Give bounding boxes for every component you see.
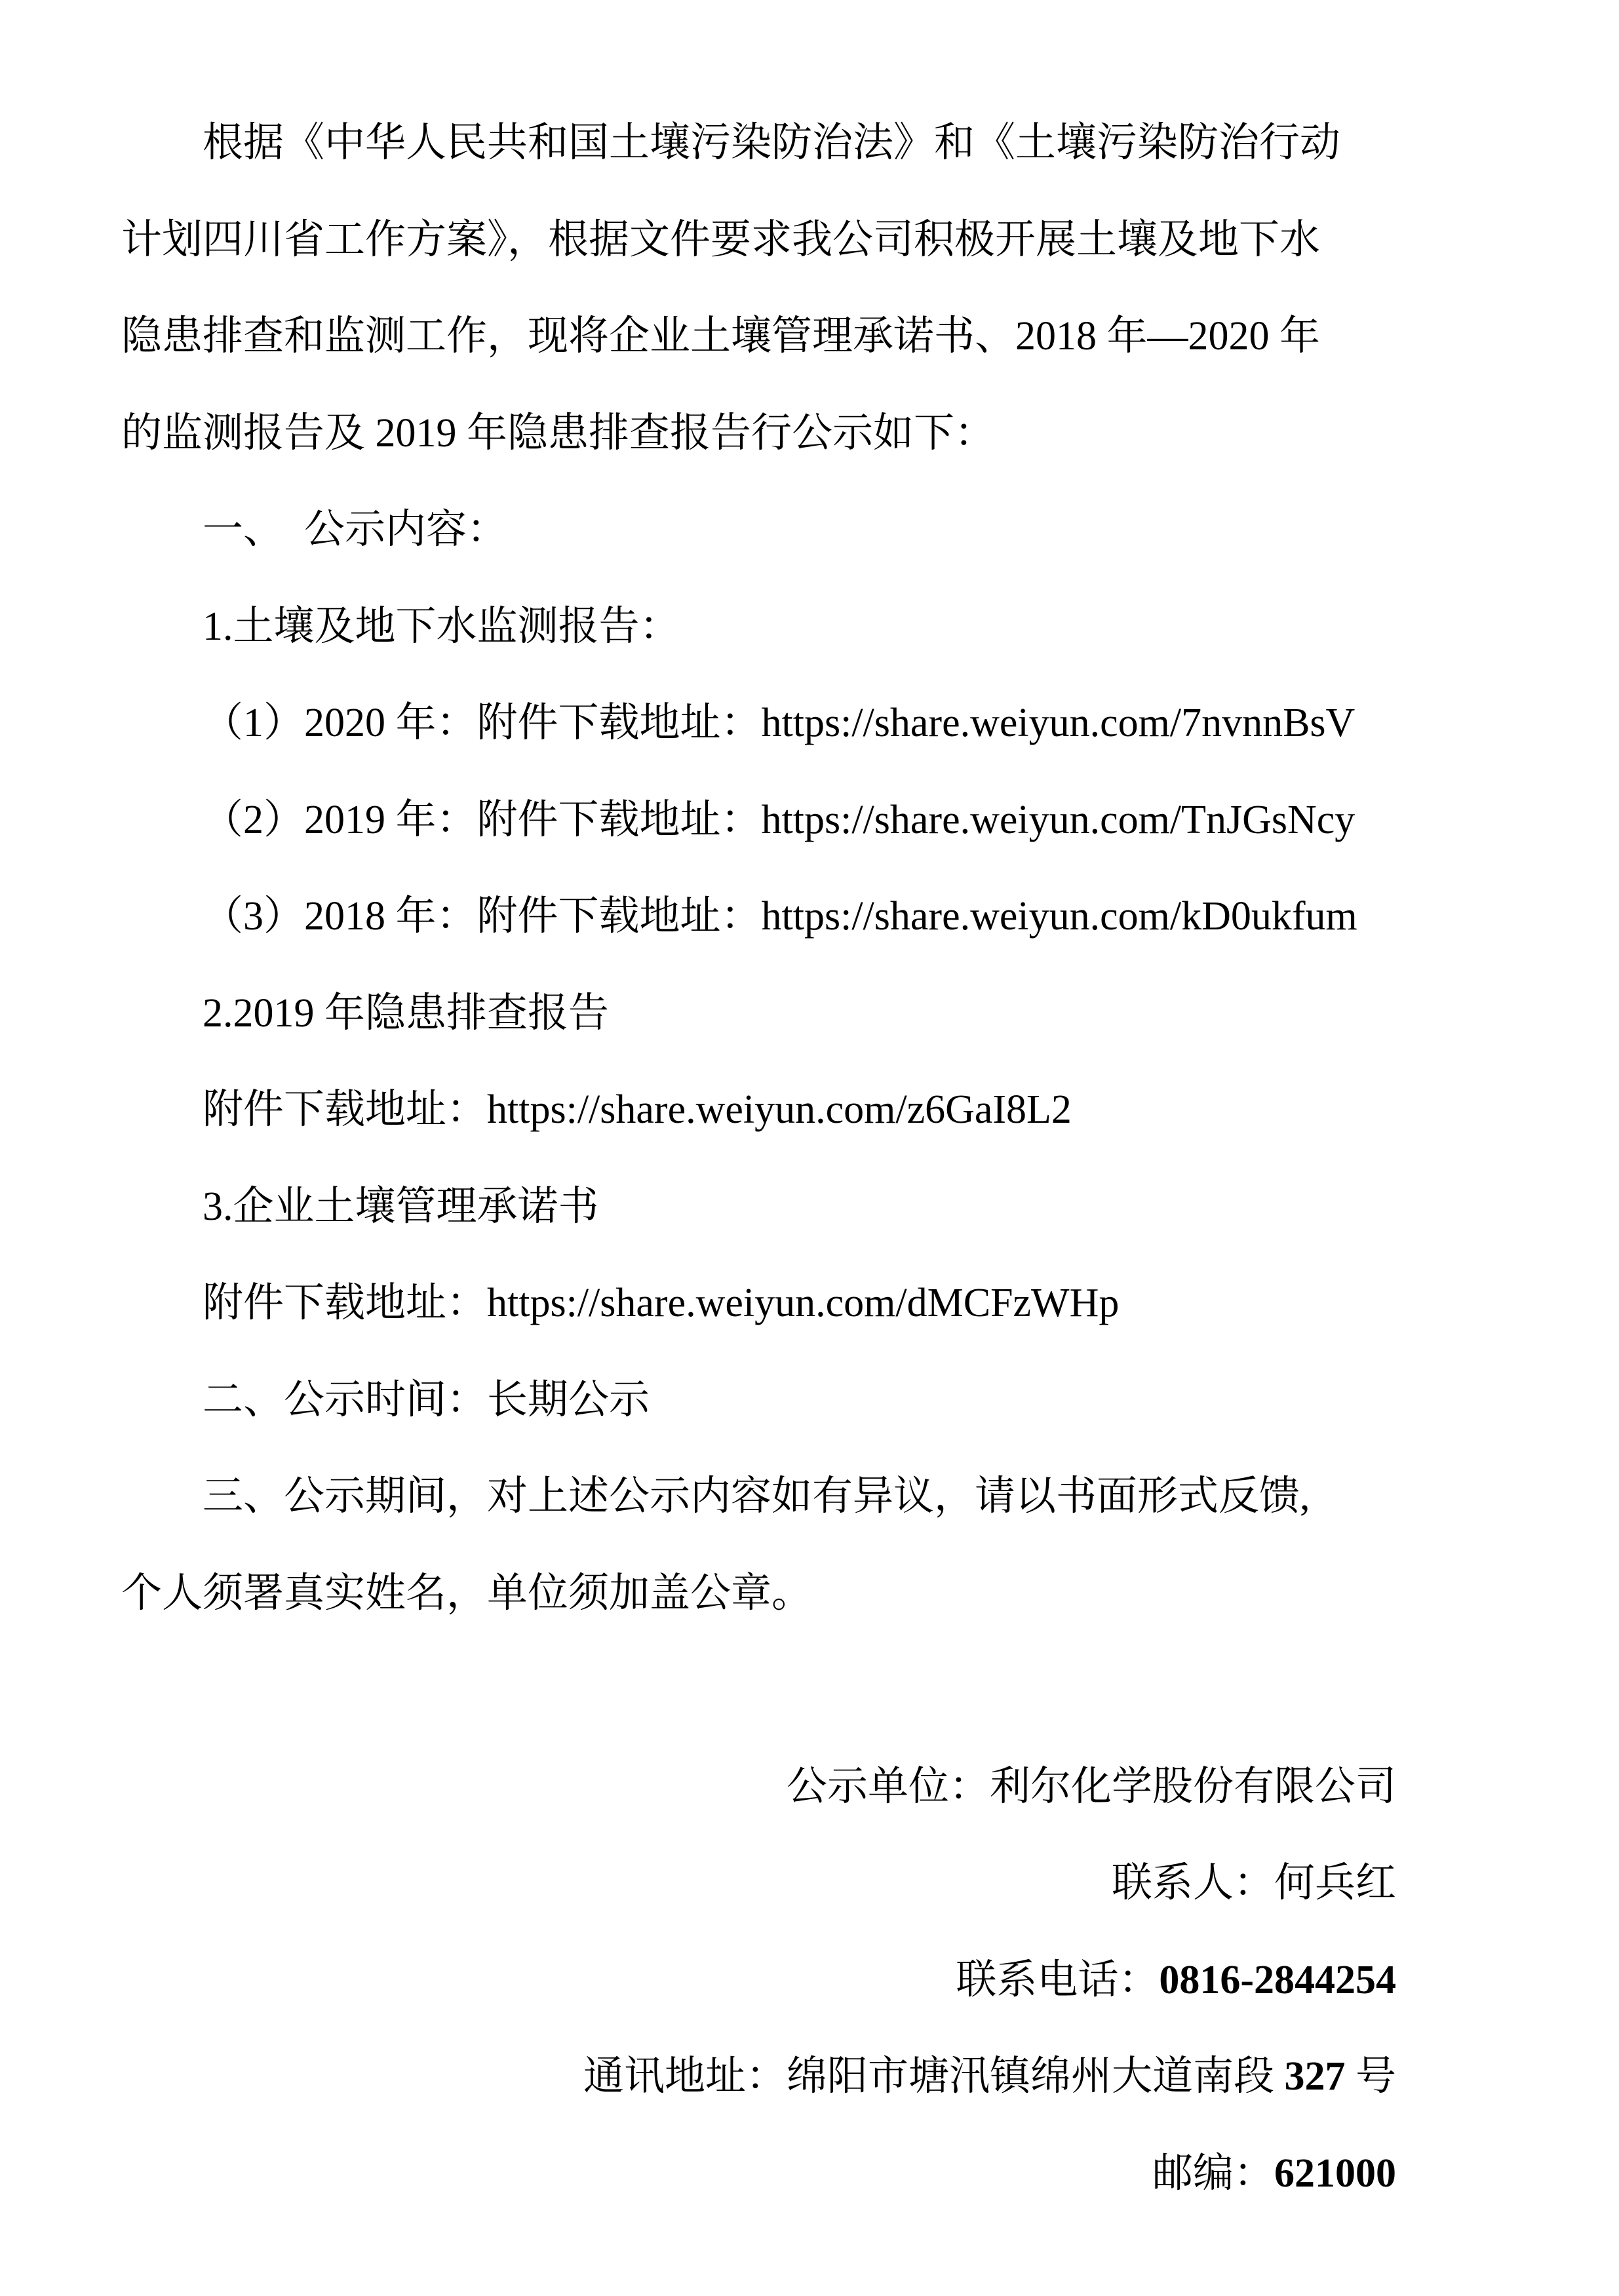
- blank-line: [121, 1642, 1383, 1739]
- contact-address-label: 通讯地址：绵阳市塘汛镇绵州大道南段: [583, 2054, 1285, 2099]
- contact-person-line: 联系人：何兵红: [1111, 1861, 1396, 1905]
- intro-line-1: 根据《中华人民共和国土壤污染防治法》和《土壤污染防治行动: [203, 121, 1341, 165]
- contact-address-line: [121, 2029, 1396, 2126]
- section-2-line: 二、公示时间：长期公示: [203, 1377, 650, 1422]
- item-3-download-line: [121, 1255, 1383, 1352]
- contact-unit-line: 公示单位：利尔化学股份有限公司: [786, 1764, 1396, 1809]
- download-label-2020: （1）2020 年：附件下载地址：: [203, 701, 762, 745]
- intro-line-3: 隐患排查和监测工作，现将企业土壤管理承诺书、2018 年—2020 年: [121, 314, 1321, 359]
- contact-phone-line: [121, 1932, 1396, 2029]
- section-3-line-2: 个人须署真实姓名，单位须加盖公章。: [121, 1570, 813, 1616]
- intro-line-2: 计划四川省工作方案》，根据文件要求我公司积极开展土壤及地下水: [121, 217, 1321, 262]
- contact-postcode-label: 邮编：: [1152, 2150, 1274, 2196]
- intro-line-4: 的监测报告及 2019 年隐患排查报告行公示如下：: [121, 410, 996, 456]
- item-3-download-label: 附件下载地址：: [203, 1281, 488, 1325]
- contact-address-number: 327: [1284, 2054, 1346, 2099]
- download-url-2020[interactable]: https://share.weiyun.com/7nvnnBsV: [761, 701, 1356, 745]
- download-line-2018: [121, 868, 1383, 965]
- item-2-download-line: [121, 1062, 1383, 1159]
- download-line-2019: [121, 772, 1383, 869]
- download-url-2018[interactable]: https://share.weiyun.com/kD0ukfum: [761, 894, 1357, 939]
- item-3-title: 3.企业土壤管理承诺书: [203, 1184, 599, 1229]
- download-url-2019[interactable]: https://share.weiyun.com/TnJGsNcy: [761, 797, 1356, 842]
- section-3-line-1: 三、公示期间，对上述公示内容如有异议，请以书面形式反馈,: [203, 1474, 1310, 1519]
- contact-postcode-value: 621000: [1274, 2150, 1396, 2196]
- contact-phone-number: 0816-2844254: [1159, 1957, 1396, 2002]
- item-2-download-url[interactable]: https://share.weiyun.com/z6GaI8L2: [487, 1087, 1072, 1132]
- contact-phone-label: 联系电话：: [956, 1957, 1160, 2002]
- download-label-2018: （3）2018 年：附件下载地址：: [203, 894, 762, 939]
- download-line-2020: [121, 675, 1383, 772]
- item-2-title: 2.2019 年隐患排查报告: [203, 990, 610, 1036]
- section-1-heading: 一、 公示内容：: [203, 507, 508, 552]
- contact-postcode-line: [121, 2126, 1396, 2223]
- item-3-download-url[interactable]: https://share.weiyun.com/dMCFzWHp: [487, 1281, 1120, 1325]
- contact-address-suffix: 号: [1345, 2054, 1396, 2099]
- item-2-download-label: 附件下载地址：: [203, 1087, 488, 1132]
- download-label-2019: （2）2019 年：附件下载地址：: [203, 797, 762, 842]
- item-1-title: 1.土壤及地下水监测报告：: [203, 604, 680, 649]
